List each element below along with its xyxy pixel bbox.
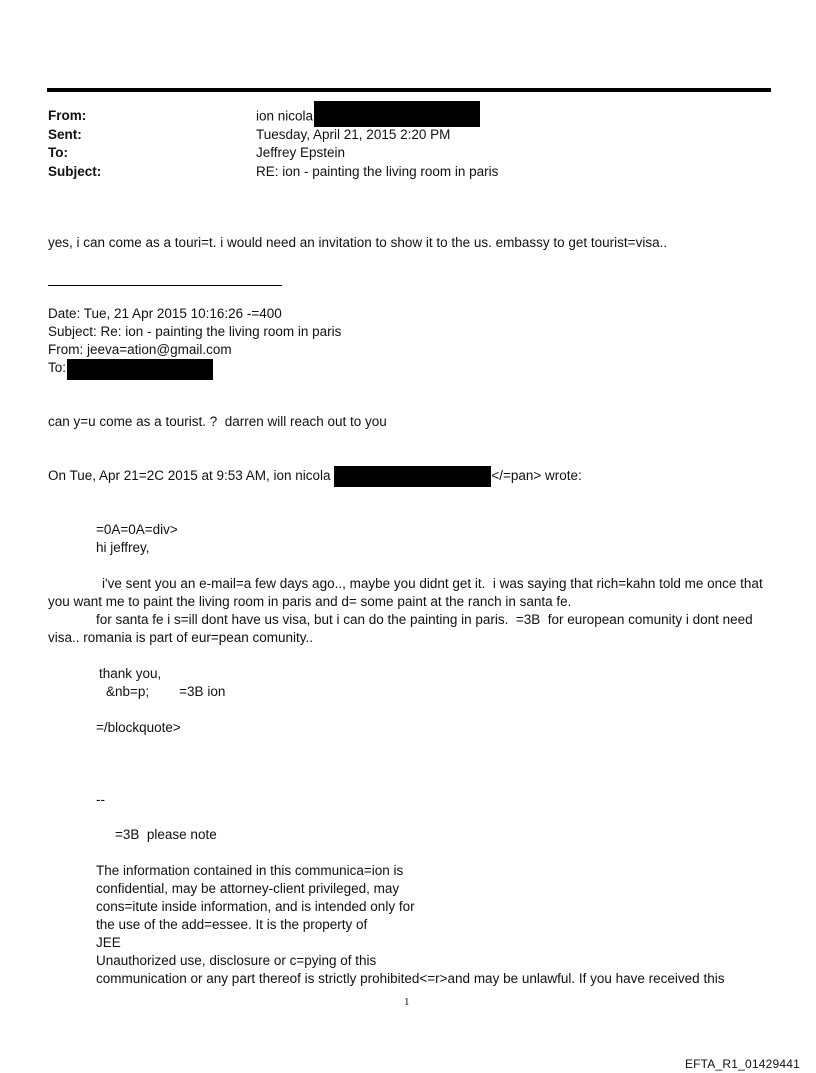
quoted-date: Date: Tue, 21 Apr 2015 10:16:26 -=400: [48, 306, 282, 321]
quoted-message: can y=u come as a tourist. ? darren will reach out to you: [48, 414, 387, 429]
from-value: [256, 107, 480, 126]
subject-row: [48, 163, 498, 182]
email-header: [48, 107, 498, 181]
quoted-from: From: jeeva=ation@gmail.com: [48, 342, 232, 357]
to-row: [48, 144, 498, 163]
header-rule: [47, 88, 771, 92]
div-tag: =0A=0A=div>: [96, 522, 178, 537]
disclaimer-line: cons=itute inside information, and is intended only for: [96, 899, 415, 914]
greeting: hi jeffrey,: [96, 540, 150, 555]
to-value: Jeffrey Epstein: [256, 145, 346, 160]
disclaimer-line: The information contained in this communica=ion is: [96, 863, 404, 878]
reply-text: yes, i can come as a touri=t. i would need an invitation to show it to the us. embassy to get tourist=visa..: [48, 235, 668, 250]
on-wrote-line: [48, 467, 582, 487]
para2-line1: for santa fe i s=ill dont have us visa, but i can do the painting in paris. =3B for european comunity i dont need: [96, 612, 753, 627]
quoted-to-label: To:: [48, 360, 67, 375]
subject-value: RE: ion - painting the living room in paris: [256, 163, 499, 179]
disclaimer-line: the use of the add=essee. It is the property of: [96, 917, 368, 932]
disclaimer-line: Unauthorized use, disclosure or c=pying of this: [96, 953, 377, 968]
disclaimer-line: communication or any part thereof is strictly prohibited<=r>and may be unlawful. If you have received this: [96, 971, 725, 986]
disclaimer-line: confidential, may be attorney-client privileged, may: [96, 881, 400, 896]
disclaimer-line: JEE: [96, 935, 121, 950]
para1-line1: i've sent you an e-mail=a few days ago.., maybe you didnt get it. i was saying that rich=kahn told me once that: [102, 576, 763, 591]
quoted-to-row: [48, 359, 213, 380]
on-line-prefix: On Tue, Apr 21=2C 2015 at 9:53 AM, ion nicola: [48, 468, 331, 483]
from-name: ion nicola: [256, 108, 314, 124]
quote-separator: [48, 285, 282, 286]
para1-line2: you want me to paint the living room in paris and d= some paint at the ranch in santa fe.: [48, 594, 572, 609]
redaction-block: [334, 466, 491, 487]
redaction-block: [314, 101, 480, 127]
please-note: =3B please note: [115, 827, 217, 842]
signoff: &nb=p; =3B ion: [106, 684, 226, 699]
quoted-subject: Subject: Re: ion - painting the living room in paris: [48, 324, 342, 339]
sent-value: Tuesday, April 21, 2015 2:20 PM: [256, 126, 451, 142]
document-id: EFTA_R1_01429441: [684, 1057, 800, 1071]
to-label: To:: [48, 145, 68, 160]
page-number: 1: [404, 996, 410, 1008]
para2-line2: visa.. romania is part of eur=pean comunity..: [48, 630, 314, 645]
sent-label: Sent:: [48, 126, 82, 142]
thanks: thank you,: [99, 666, 162, 681]
from-label: From:: [48, 108, 87, 123]
blockquote-close: =/blockquote>: [96, 720, 181, 735]
from-row: [48, 107, 498, 126]
subject-label: Subject:: [48, 163, 102, 179]
signature-dashes: --: [96, 792, 105, 807]
sent-row: [48, 126, 498, 145]
redaction-block: [67, 359, 213, 380]
on-line-suffix: </=pan> wrote:: [491, 468, 582, 483]
